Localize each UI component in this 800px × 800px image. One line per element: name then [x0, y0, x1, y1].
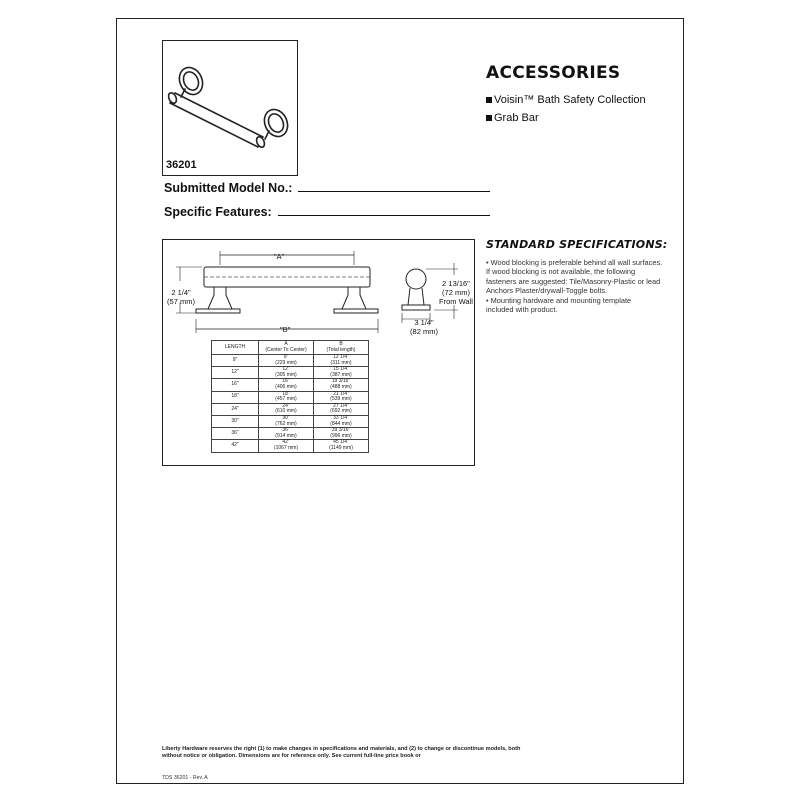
projection-mm: (72 mm): [442, 288, 470, 297]
inch-value: 27 1/4": [333, 402, 349, 409]
projection-dimension: [436, 279, 476, 306]
mm-value: (844 mm): [330, 420, 352, 427]
submitted-model-row: [164, 181, 490, 195]
height-dimension: [166, 288, 196, 306]
mm-value: (311 mm): [330, 359, 352, 366]
inch-value: 36": [282, 427, 290, 434]
table-row: [212, 428, 369, 440]
header-subtext: (Center To Center): [265, 346, 307, 353]
b-cell: [314, 415, 369, 427]
table-row: [212, 355, 369, 367]
mm-value: (387 mm): [330, 371, 352, 378]
length-cell: 30": [212, 415, 259, 427]
b-cell: [314, 355, 369, 367]
inch-value: 33 1/4": [333, 415, 349, 422]
inch-value: 24": [282, 402, 290, 409]
specific-features-field[interactable]: [278, 214, 490, 216]
specifications-title: STANDARD SPECIFICATIONS:: [486, 238, 668, 251]
a-cell: [259, 367, 314, 379]
inch-value: 39 3/16": [331, 427, 351, 434]
flange-inches: 3 1/4": [414, 318, 434, 327]
inch-value: 19 3/16": [331, 378, 351, 385]
a-cell: [259, 415, 314, 427]
grab-bar-illustration: [163, 41, 297, 175]
inch-value: 30": [282, 415, 290, 422]
projection-inches: 2 13/16": [442, 279, 470, 288]
col-header-a: [259, 341, 314, 355]
mm-value: (229 mm): [275, 359, 297, 366]
table-row: [212, 440, 369, 452]
size-table-body: [212, 355, 369, 453]
a-cell: [259, 391, 314, 403]
header-subtext: (Total length): [326, 346, 356, 353]
mm-value: (1149 mm): [329, 444, 353, 451]
b-cell: [314, 367, 369, 379]
spec-line: • Mounting hardware and mounting template: [486, 295, 632, 305]
inch-value: 12": [282, 366, 290, 373]
dimension-a-label: "A": [274, 252, 285, 261]
specifications-list: [486, 258, 678, 314]
table-header-row: [212, 341, 369, 355]
length-cell: 36": [212, 428, 259, 440]
length-cell: 24": [212, 403, 259, 415]
disclaimer-text: Liberty Hardware reserves the right (1) to make changes in specifications and materials, and (2) to change or discontinue models, both without notice or obligation. Dimensions are for reference only. See current full-line price book or: [162, 746, 521, 759]
b-cell: [314, 391, 369, 403]
mm-value: (1067 mm): [273, 444, 299, 451]
product-image-box: [162, 40, 298, 176]
feature-item: [486, 94, 646, 106]
specific-features-label: Specific Features:: [164, 205, 272, 219]
spec-line: fasteners are suggested: Tile/Masonry-Plastic or lead: [486, 276, 661, 286]
length-cell: 12": [212, 367, 259, 379]
table-row: [212, 415, 369, 427]
inch-value: 12 1/4": [333, 354, 349, 361]
feature-label: Voisin™ Bath Safety Collection: [494, 94, 646, 106]
square-bullet-icon: [486, 115, 492, 121]
b-cell: [314, 440, 369, 452]
inch-value: 18": [282, 390, 290, 397]
mm-value: (762 mm): [275, 420, 297, 427]
mm-value: (539 mm): [330, 396, 352, 403]
inch-value: 9": [283, 354, 289, 361]
table-row: [212, 391, 369, 403]
length-cell: 16": [212, 379, 259, 391]
b-cell: [314, 428, 369, 440]
mm-value: (914 mm): [275, 432, 297, 439]
length-cell: 42": [212, 440, 259, 452]
table-row: [212, 367, 369, 379]
b-cell: [314, 379, 369, 391]
flange-dimension: [404, 318, 444, 336]
document-code: TDS 36201 - Rev. A: [162, 775, 208, 781]
a-cell: [259, 428, 314, 440]
a-cell: [259, 440, 314, 452]
flange-mm: (82 mm): [410, 327, 438, 336]
mm-value: (457 mm): [275, 396, 297, 403]
height-inches: 2 1/4": [171, 288, 191, 297]
header-text: LENGTH: [224, 343, 246, 350]
projection-note: From Wall: [439, 297, 473, 306]
spec-line: Anchors Plaster/drywall-Toggle bolts.: [486, 286, 608, 296]
header-text: A: [284, 341, 288, 347]
size-table: [211, 340, 369, 453]
inch-value: 42": [282, 439, 290, 446]
col-header-b: [314, 341, 369, 355]
height-mm: (57 mm): [167, 297, 195, 306]
mm-value: (406 mm): [275, 383, 297, 390]
spec-line: included with product.: [486, 305, 558, 315]
mm-value: (610 mm): [275, 408, 297, 415]
submitted-model-field[interactable]: [298, 190, 490, 192]
page-title: ACCESSORIES: [486, 63, 621, 83]
length-cell: 9": [212, 355, 259, 367]
dimension-b-label: "B": [280, 325, 291, 334]
submitted-model-label: Submitted Model No.:: [164, 181, 293, 195]
mm-value: (488 mm): [330, 383, 352, 390]
mm-value: (996 mm): [330, 432, 352, 439]
header-text: B: [339, 341, 343, 347]
inch-value: 16": [282, 378, 290, 385]
inch-value: 21 1/4": [333, 390, 349, 397]
a-cell: [259, 379, 314, 391]
feature-label: Grab Bar: [494, 112, 539, 124]
a-cell: [259, 355, 314, 367]
inch-value: 15 1/4": [333, 366, 349, 373]
inch-value: 45 1/4": [333, 439, 349, 446]
mm-value: (305 mm): [275, 371, 297, 378]
length-cell: 18": [212, 391, 259, 403]
col-header-length: [212, 341, 259, 355]
model-number: 36201: [166, 159, 197, 171]
specific-features-row: [164, 205, 490, 219]
mm-value: (692 mm): [330, 408, 352, 415]
spec-line: • Wood blocking is preferable behind all wall surfaces.: [486, 258, 663, 267]
feature-item: [486, 112, 539, 124]
spec-line: If wood blocking is not available, the following: [486, 267, 636, 277]
table-row: [212, 379, 369, 391]
table-row: [212, 403, 369, 415]
a-cell: [259, 403, 314, 415]
square-bullet-icon: [486, 97, 492, 103]
b-cell: [314, 403, 369, 415]
